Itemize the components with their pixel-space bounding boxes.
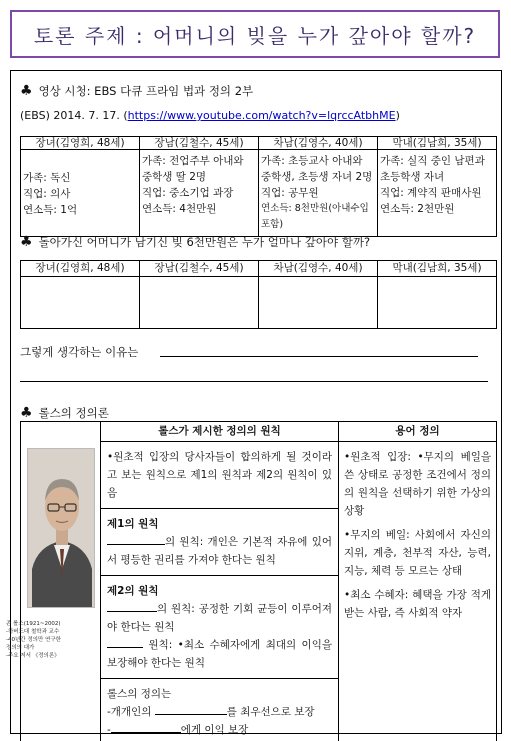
source-prefix: (EBS) 2014. 7. 17. (	[20, 109, 128, 122]
caption-line: 정의의 대가	[6, 645, 35, 651]
portrait-illustration	[28, 449, 95, 608]
principle-2a-text: 의 원칙: 공정한 기회 균등이 이루어져야 한다는 원칙	[107, 603, 332, 633]
principle-2b-blank[interactable]	[107, 637, 143, 648]
term-least-advantaged: •최소 수혜자: 혜택을 가장 적게 받는 사람, 즉 사회적 약자	[344, 589, 491, 619]
debt-header: 장남(김철수, 45세)	[140, 261, 259, 277]
rawls-portrait	[27, 448, 95, 608]
principle-1-title: 제1의 원칙	[107, 518, 159, 530]
sibling-header: 막내(김남희, 35세)	[378, 137, 497, 150]
principle-1-text: 의 원칙: 개인은 기본적 자유에 있어서 평등한 권리를 가져야 한다는 원칙	[107, 536, 332, 566]
summary-title: 롤스의 정의는	[107, 688, 172, 700]
debt-table	[20, 260, 497, 329]
detail-income: 연소득: 1억	[23, 204, 78, 216]
reason-label: 그렇게 생각하는 이유는	[20, 345, 139, 359]
terms-header: 용어 정의	[339, 422, 497, 442]
principles-intro: •원초적 입장의 당사자들이 합의하게 될 것이라고 보는 원칙으로 제1의 원칙과 제2의 원칙이 있음	[101, 442, 339, 509]
debt-header: 차남(김영수, 40세)	[259, 261, 378, 277]
debt-header: 막내(김남희, 35세)	[378, 261, 497, 277]
detail-job: 직업: 중소기업 과장	[142, 187, 234, 199]
term-original-position: •원초적 입장: •무지의 베일을 쓴 상태로 공정한 조건에서 정의의 원칙을 선택하기 위한 가상의 상황	[344, 451, 491, 517]
video-heading-text: 영상 시청: EBS 다큐 프라임 법과 정의 2부	[38, 84, 254, 98]
video-source	[20, 109, 400, 122]
sibling-detail-cell	[140, 150, 259, 237]
summary-cell	[101, 679, 339, 741]
debt-answer-cell[interactable]	[259, 277, 378, 329]
principle-1-cell	[101, 509, 339, 576]
principle-2-title: 제2의 원칙	[107, 585, 159, 597]
principle-1-blank[interactable]	[107, 534, 165, 545]
portrait-caption	[6, 620, 61, 660]
sibling-detail-cell	[259, 150, 378, 237]
club-icon: ♣	[20, 234, 33, 250]
page-title: 토론 주제 : 어머니의 빚을 누가 갚아야 할까?	[33, 23, 477, 48]
detail-family: 가족: 전업주부 아내와 중학생 딸 2명	[142, 155, 244, 183]
club-icon: ♣	[20, 405, 33, 421]
detail-income: 연소득: 8천만원(아내수입 포함)	[261, 203, 369, 230]
principles-header: 롤스가 제시한 정의의 원칙	[101, 422, 339, 442]
detail-job: 직업: 계약직 판매사원	[380, 187, 482, 199]
caption-line: 존 롤스(1921~2002)	[6, 621, 61, 627]
rawls-heading-text: 롤스의 정의론	[38, 406, 109, 420]
debt-header: 장녀(김영희, 48세)	[21, 261, 140, 277]
detail-family: 가족: 실직 중인 남편과 초등학생 자녀	[380, 155, 485, 183]
club-icon: ♣	[20, 83, 33, 99]
debt-answer-cell[interactable]	[140, 277, 259, 329]
detail-income: 연소득: 2천만원	[380, 203, 455, 215]
principle-2a-blank[interactable]	[107, 601, 157, 612]
video-heading	[20, 83, 253, 99]
source-suffix: )	[395, 109, 400, 122]
sibling-header: 장녀(김영희, 48세)	[21, 137, 140, 150]
sibling-detail-cell	[21, 150, 140, 237]
summary-1-post: 를 최우선으로 보장	[226, 706, 315, 718]
sibling-header: 차남(김영수, 40세)	[259, 137, 378, 150]
summary-1-blank[interactable]	[155, 704, 227, 715]
term-veil-of-ignorance: •무지의 베일: 사회에서 자신의 지위, 계층, 천부적 자산, 능력, 지능, 체력 등 모르는 상태	[344, 529, 491, 577]
reason-line[interactable]	[20, 381, 488, 382]
summary-2-blank[interactable]	[111, 722, 181, 733]
debt-answer-cell[interactable]	[378, 277, 497, 329]
detail-income: 연소득: 4천만원	[142, 203, 217, 215]
terms-cell	[339, 442, 497, 741]
sibling-detail-cell	[378, 150, 497, 237]
sibling-header: 장남(김철수, 45세)	[140, 137, 259, 150]
siblings-table	[20, 136, 497, 237]
title-box	[10, 10, 500, 58]
debt-heading	[20, 234, 370, 250]
detail-job: 직업: 공무원	[261, 187, 319, 199]
video-link[interactable]: https://www.youtube.com/watch?v=lqrccAtbhME	[127, 109, 396, 122]
detail-family: 가족: 초등교사 아내와 중학생, 초등생 자녀 2명	[261, 155, 373, 183]
summary-2-post: 에게 이익 보장	[180, 724, 249, 736]
summary-2-pre: -	[107, 724, 111, 736]
debt-heading-text: 돌아가신 어머니가 남기신 빚 6천만원은 누가 얼마나 갚아야 할까?	[38, 235, 371, 249]
principle-2b-text: •최소 수혜자에게 최대의 이익을 보장해야 한다는 원칙	[107, 639, 332, 669]
caption-line: -주요 저서 《정의론》	[6, 653, 60, 659]
detail-family: 가족: 독신	[23, 172, 71, 184]
principle-2b-label: 원칙:	[148, 639, 173, 651]
reason-line[interactable]	[160, 356, 478, 357]
summary-1-pre: -개개인의	[107, 706, 152, 718]
debt-answer-cell[interactable]	[21, 277, 140, 329]
detail-job: 직업: 의사	[23, 188, 71, 200]
principle-2-cell	[101, 576, 339, 679]
rawls-heading	[20, 405, 109, 421]
caption-line: -40년간 정의만 연구한	[6, 637, 61, 643]
caption-line: -하버드대 철학과 교수	[6, 629, 60, 635]
